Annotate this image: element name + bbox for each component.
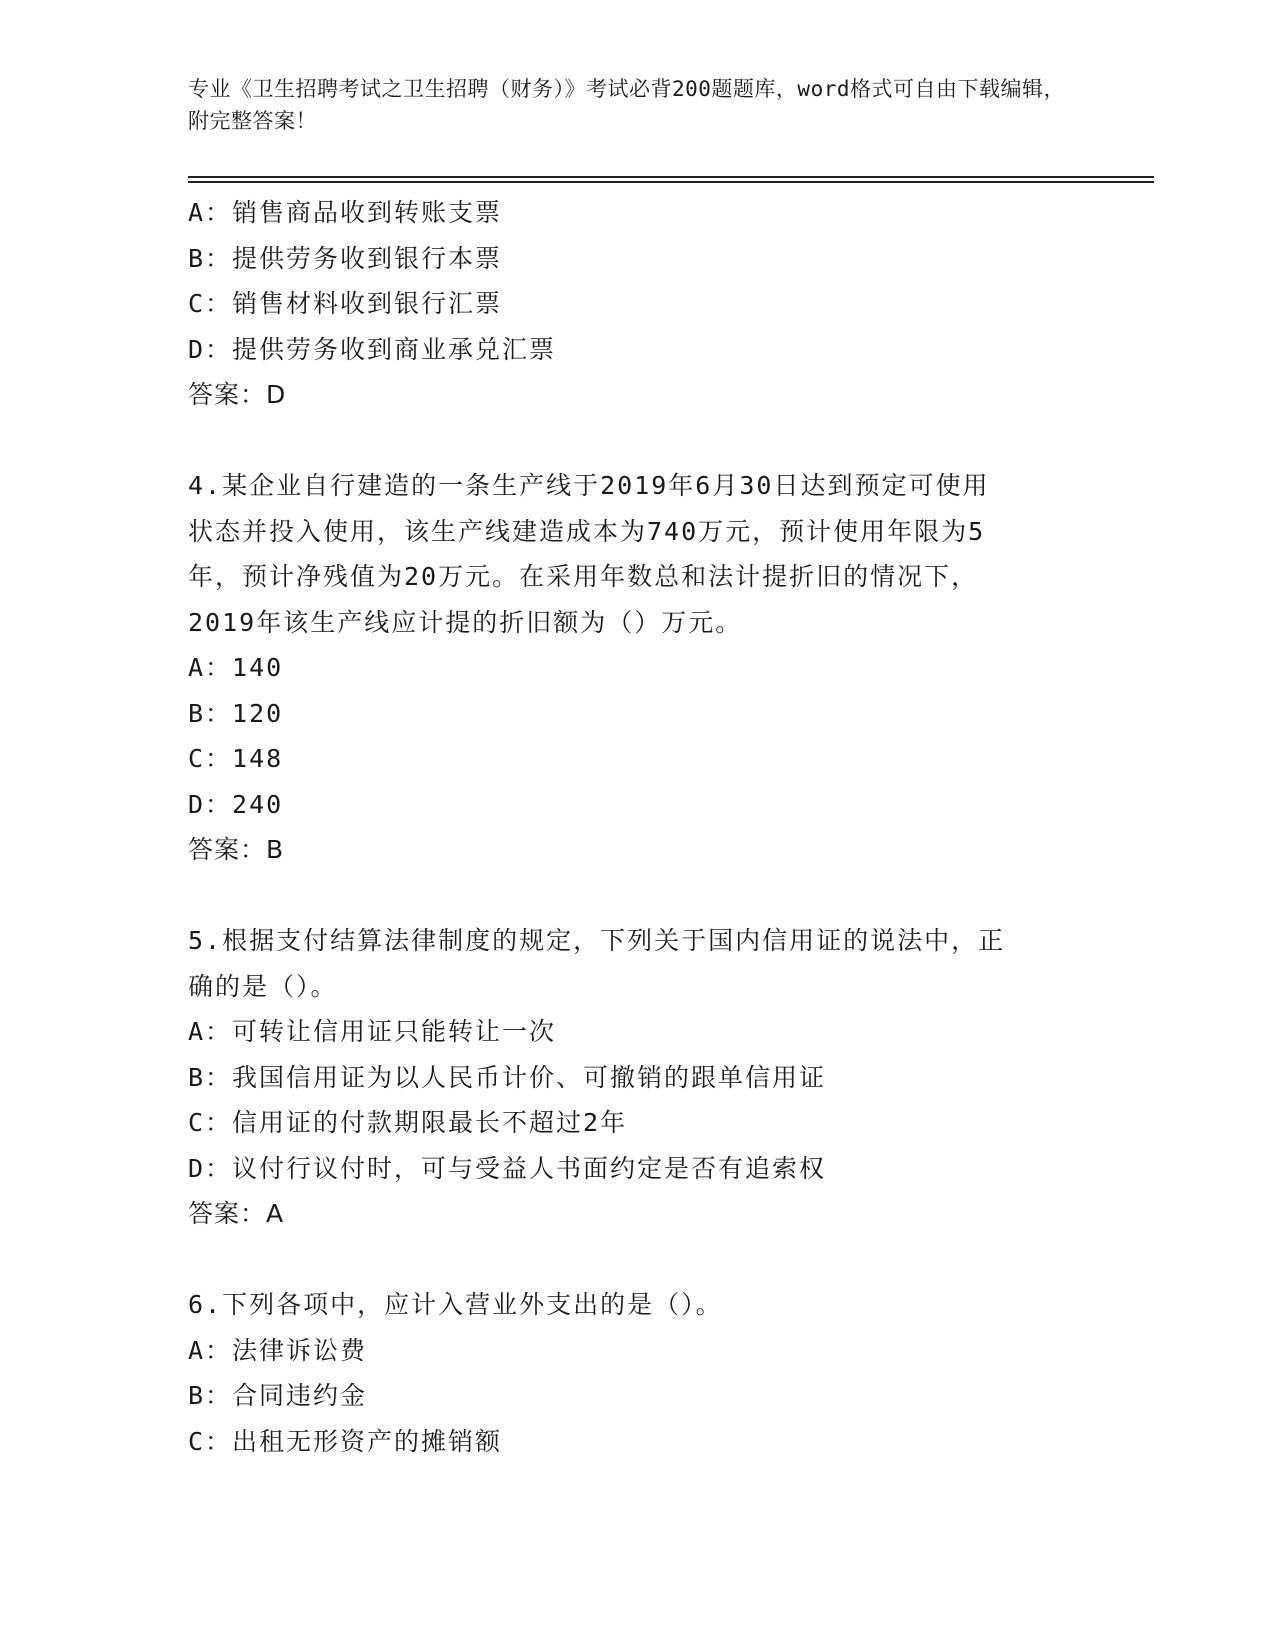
header-divider-top xyxy=(188,176,1154,178)
answer: 答案：D xyxy=(188,380,287,409)
question-stem-line: 确的是（）。 xyxy=(188,971,338,1001)
question-stem-line: 4.某企业自行建造的一条生产线于2019年6月30日达到预定可使用 xyxy=(188,471,990,500)
option-c: C：信用证的付款期限最长不超过2年 xyxy=(188,1108,628,1137)
option-a: A：销售商品收到转账支票 xyxy=(188,198,503,227)
spacer xyxy=(188,873,1068,919)
question-list xyxy=(188,190,1068,1464)
header-divider-bottom xyxy=(188,181,1154,183)
option-a: A：法律诉讼费 xyxy=(188,1335,368,1365)
question-stem-line: 6.下列各项中，应计入营业外支出的是（）。 xyxy=(188,1290,723,1319)
option-b: B：合同违约金 xyxy=(188,1381,368,1410)
question-stem-line: 年，预计净残值为20万元。在采用年数总和法计提折旧的情况下， xyxy=(188,562,979,591)
spacer xyxy=(188,1237,1068,1283)
option-c: C：148 xyxy=(188,744,284,773)
question-5 xyxy=(188,918,1068,1237)
document-header: 专业《卫生招聘考试之卫生招聘（财务）》考试必背200题题库，word格式可自由下载编辑，附完整答案！ xyxy=(188,77,1065,133)
question-stem-line: 状态并投入使用，该生产线建造成本为740万元，预计使用年限为5 xyxy=(188,516,986,546)
option-b: B：120 xyxy=(188,698,284,728)
option-b: B：我国信用证为以人民币计价、可撤销的跟单信用证 xyxy=(188,1062,827,1092)
option-d: D：提供劳务收到商业承兑汇票 xyxy=(188,334,557,364)
answer: 答案：A xyxy=(188,1199,285,1228)
option-d: D：议付行议付时，可与受益人书面约定是否有追索权 xyxy=(188,1153,827,1183)
question-stem-line: 2019年该生产线应计提的折旧额为（）万元。 xyxy=(188,607,743,637)
question-stem-line: 5.根据支付结算法律制度的规定，下列关于国内信用证的说法中，正 xyxy=(188,926,1006,955)
question-6 xyxy=(188,1282,1068,1464)
spacer xyxy=(188,418,1068,464)
option-c: C：销售材料收到银行汇票 xyxy=(188,289,503,318)
option-a: A：140 xyxy=(188,653,284,682)
option-a: A：可转让信用证只能转让一次 xyxy=(188,1017,557,1046)
option-c: C：出租无形资产的摊销额 xyxy=(188,1426,503,1456)
answer: 答案：B xyxy=(188,835,285,864)
question-3 xyxy=(188,190,1068,418)
option-d: D：240 xyxy=(188,789,284,819)
option-b: B：提供劳务收到银行本票 xyxy=(188,243,503,273)
question-4 xyxy=(188,463,1068,873)
